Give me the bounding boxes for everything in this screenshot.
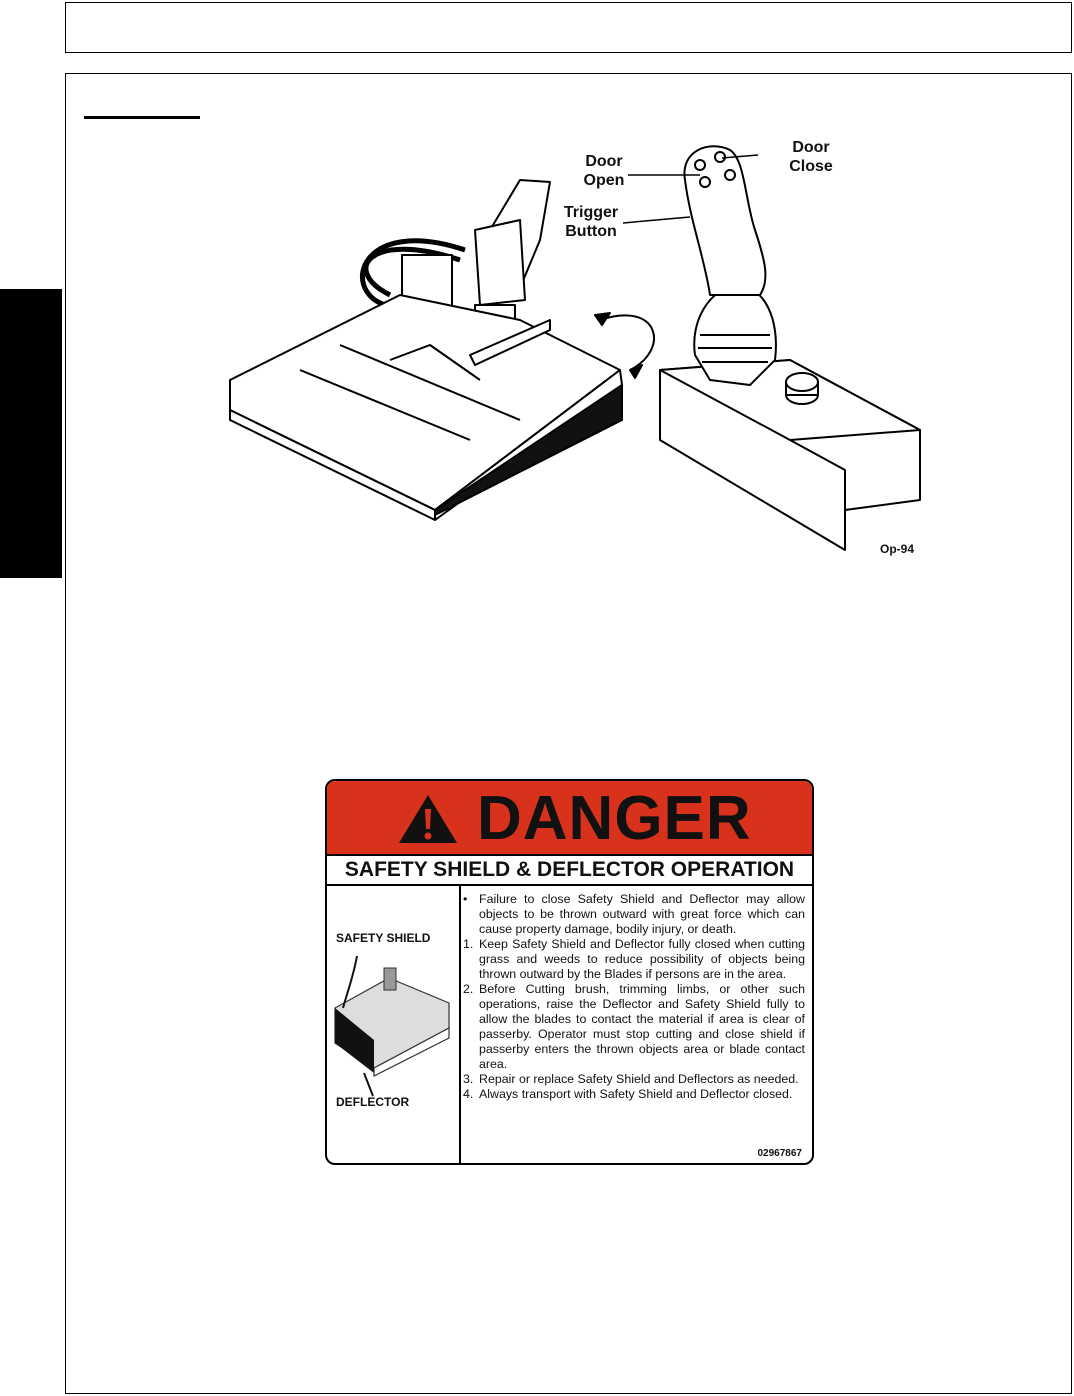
- page-header-box: [65, 2, 1072, 53]
- deflector-label: DEFLECTOR: [336, 1095, 410, 1109]
- decal-item: [463, 937, 805, 982]
- decal-item: [463, 892, 805, 937]
- decal-item: [463, 982, 805, 1072]
- item-text: Always transport with Safety Shield and Deflector closed.: [479, 1087, 793, 1101]
- item-text: Keep Safety Shield and Deflector fully closed when cutting grass and weeds to reduce possibility of objects being thrown outward by the Blades if persons are in the area.: [479, 937, 805, 981]
- mower-pictogram: [329, 948, 457, 1098]
- door-close-label: Door Close: [789, 139, 833, 175]
- item-marker: 2.: [463, 982, 474, 996]
- warning-triangle-icon: [397, 793, 459, 845]
- item-marker: 1.: [463, 937, 474, 951]
- decal-body: [327, 886, 812, 1165]
- decal-item: [463, 1072, 805, 1087]
- danger-header: [327, 781, 812, 856]
- door-open-label: Door Open: [583, 153, 625, 189]
- door-open-callout: [574, 152, 634, 190]
- decal-item: [463, 1087, 805, 1102]
- item-marker: 3.: [463, 1072, 474, 1086]
- figure-id: Op-94: [880, 542, 915, 556]
- section-heading-rule: [84, 116, 200, 119]
- item-marker: •: [463, 892, 468, 906]
- signal-word: DANGER: [477, 784, 752, 853]
- decal-part-number: 02967867: [757, 1148, 802, 1159]
- item-marker: 4.: [463, 1087, 474, 1101]
- item-text: Failure to close Safety Shield and Deflector may allow objects to be thrown outward with great force which can cause property damage, bodily injury, or death.: [479, 892, 805, 936]
- section-tab: [0, 289, 62, 578]
- trigger-button-label: Trigger Button: [563, 204, 619, 240]
- safety-shield-label: SAFETY SHIELD: [336, 931, 431, 945]
- mower-joystick-figure: [190, 120, 950, 570]
- door-close-callout: [780, 138, 842, 176]
- item-text: Before Cutting brush, trimming limbs, or other such operations, raise the Deflector and Safety Shield fully to allow the blades to contact the material if area is clear of passerby. Operator must stop cutting and close shield if passerby enters the thrown objects area or blade contact area.: [479, 982, 805, 1071]
- decal-instructions: [463, 892, 805, 1102]
- mower-joystick-illustration: [190, 120, 950, 570]
- trigger-button-callout: [556, 203, 626, 241]
- decal-pictogram-panel: [327, 886, 461, 1165]
- item-text: Repair or replace Safety Shield and Deflectors as needed.: [479, 1072, 799, 1086]
- danger-decal: [325, 779, 814, 1165]
- decal-title: SAFETY SHIELD & DEFLECTOR OPERATION: [327, 856, 812, 886]
